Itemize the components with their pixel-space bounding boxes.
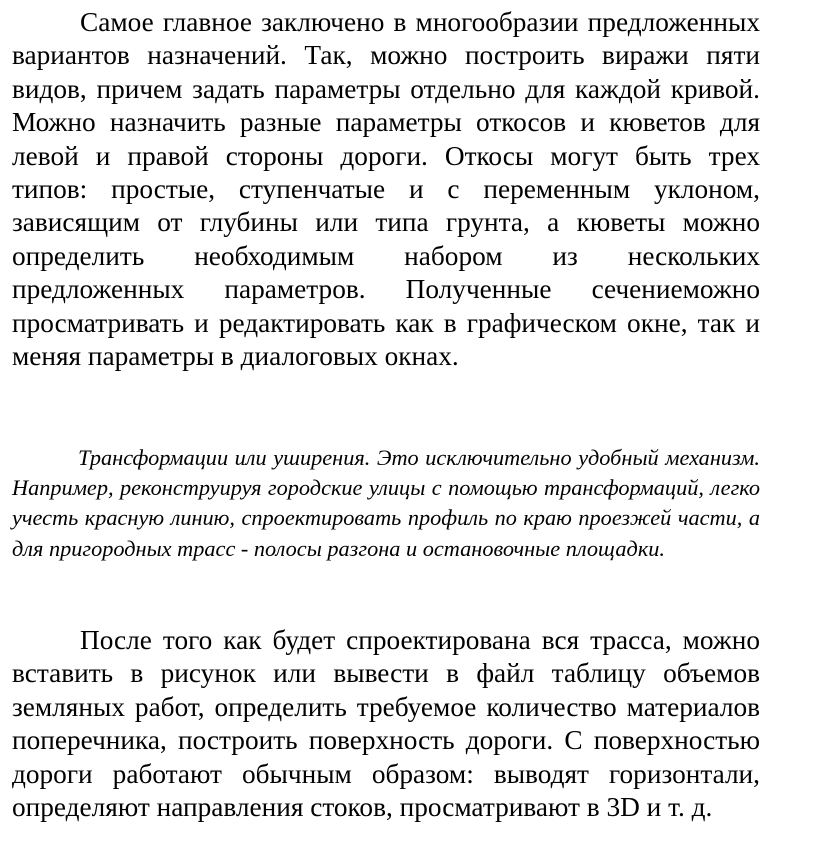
paragraph-earthworks-surface: После того как будет спроектирована вся трасса, можно вставить в рисунок или вывести в файл таблицу объемов земляных работ, определить требуемое количество материалов поперечника, построить поверхность дороги. С поверхностью дороги работают обычным образом: выводят горизонтали, определяют направления стоков, просматривают в 3D и т. д. [12,625,760,823]
paragraph-road-design-options: Самое главное заключено в многообразии предложенных вариантов назначений. Так, можно построить виражи пяти видов, причем задать параметры отдельно для каждой кривой. Можно назначить разные параметры откосов и кюветов для левой и правой стороны дороги. Откосы могут быть трех типов: простые, ступенчатые и с переменным уклоном, зависящим от глубины или типа грунта, а кюветы можно определить необходимым набором из нескольких предложенных параметров. Полученные сечениеможно просматривать и редактировать как в графическом окне, так и меняя параметры в диалоговых окнах. [12,7,760,372]
paragraph-transformations-italic: Трансформации или уширения. Это исключительно удобный механизм. Например, реконструируя городские улицы с помощью трансформаций, легко учесть красную линию, спроектировать профиль по краю проезжей части, а для пригородных трасс - полосы разгона и остановочные площадки. [12,445,760,561]
